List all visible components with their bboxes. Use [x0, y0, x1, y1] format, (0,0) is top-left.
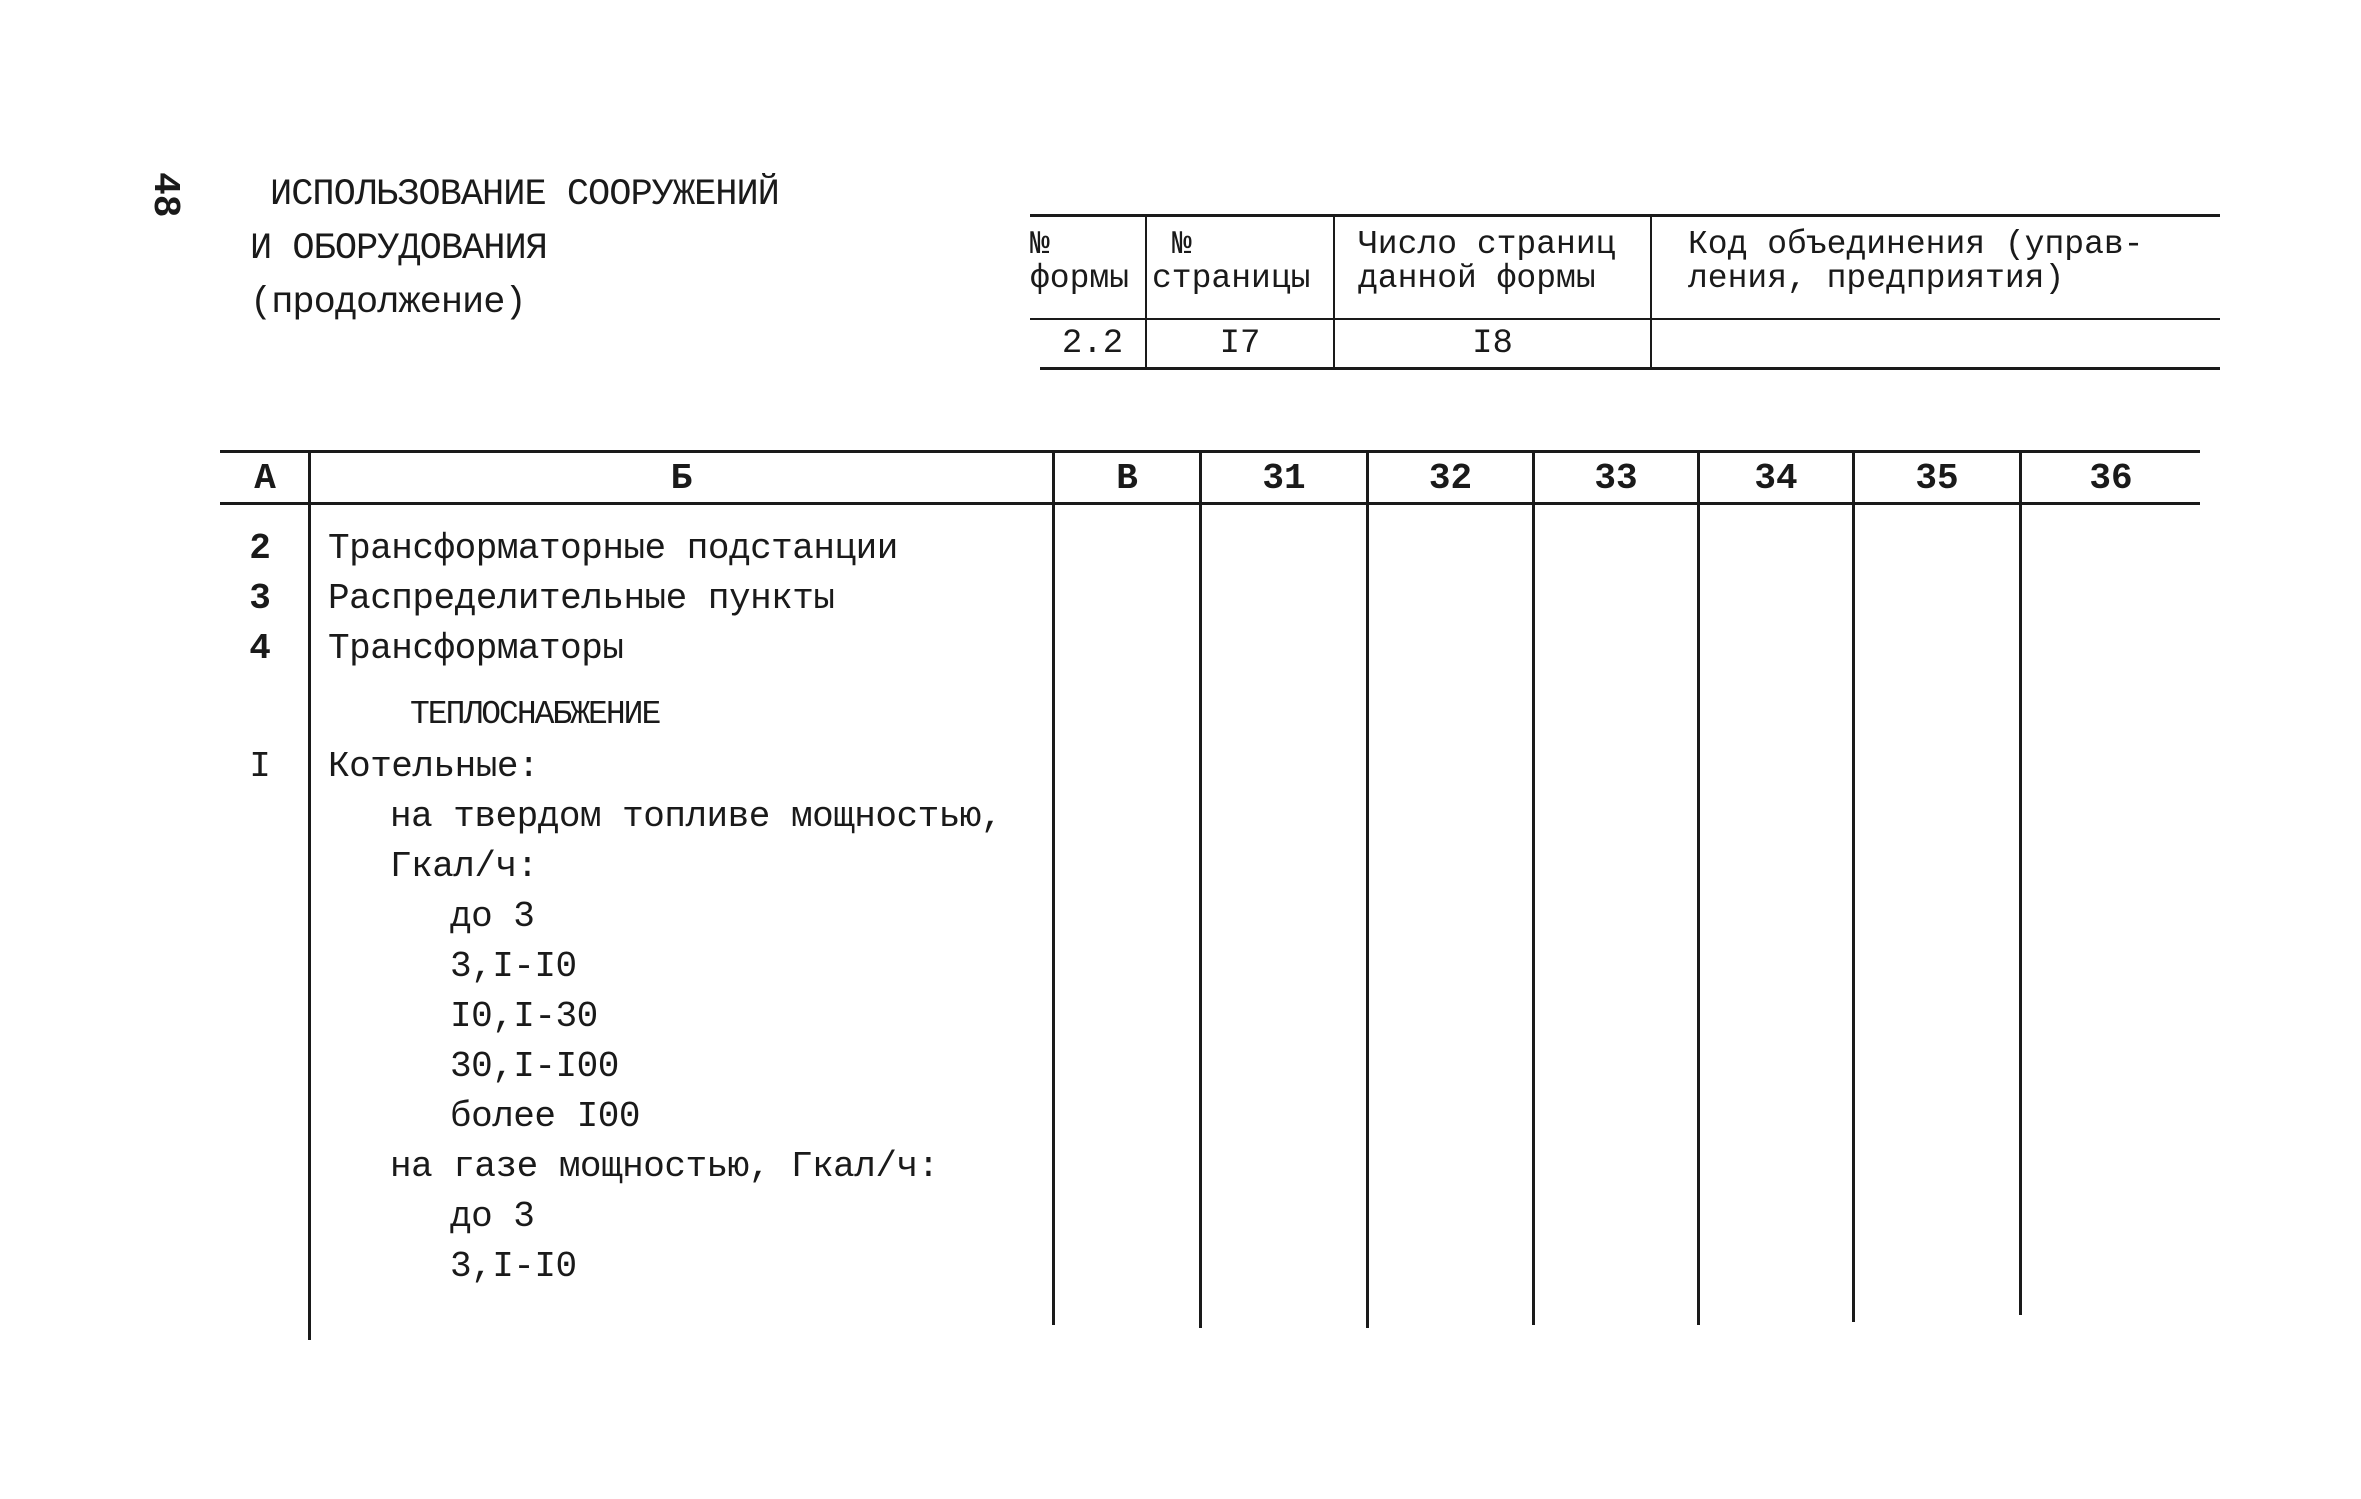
column-header-32: 32 [1428, 458, 1473, 499]
column-header-b: Б [670, 458, 693, 499]
row-label: Трансформаторы [328, 628, 624, 669]
column-header-31: 31 [1262, 458, 1306, 499]
table-top-rule [220, 450, 2200, 453]
org-code-label: Код объединения (управ- ления, предприятия) [1688, 226, 2144, 297]
page-number: 48 [143, 172, 186, 218]
row-label: до 3 [450, 896, 535, 937]
column-rule [1852, 450, 1855, 1322]
row-label: Распределительные пункты [328, 578, 835, 619]
row-number: 2 [249, 528, 271, 569]
row-label: 3,I-I0 [450, 1246, 577, 1287]
column-rule [1697, 450, 1700, 1325]
column-rule [1366, 450, 1369, 1328]
row-number: 3 [249, 578, 271, 619]
row-label: Гкал/ч: [390, 846, 538, 887]
row-label: 3,I-I0 [450, 946, 577, 987]
column-rule [1199, 450, 1202, 1328]
row-label: Трансформаторные подстанции [328, 528, 898, 569]
form-no-label: № формы [1030, 226, 1130, 297]
column-header-33: 33 [1594, 458, 1638, 499]
column-header-a: А [254, 458, 276, 499]
row-label: на газе мощностью, Гкал/ч: [390, 1146, 939, 1187]
column-rule [308, 450, 311, 1340]
row-number: 4 [249, 628, 271, 669]
pages-count-label: Число страниц данной формы [1358, 226, 1616, 297]
row-label: на твердом топливе мощностью, [390, 796, 1003, 837]
row-label: Котельные: [328, 746, 540, 787]
page-no-label: № страницы [1152, 226, 1311, 297]
column-header-35: 35 [1915, 458, 1959, 499]
document-title [250, 168, 779, 330]
page-no-value: I7 [1219, 325, 1261, 363]
header-divider [1650, 214, 1652, 369]
column-rule [1532, 450, 1535, 1325]
pages-count-value: I8 [1472, 325, 1513, 363]
title-line-1: ИСПОЛЬЗОВАНИЕ СООРУЖЕНИЙ [270, 174, 779, 216]
table-header-rule [220, 502, 2200, 505]
title-line-3: (продолжение) [250, 282, 526, 324]
row-label: I0,I-30 [450, 996, 598, 1037]
column-rule [2019, 450, 2022, 1315]
column-header-34: 34 [1754, 458, 1798, 499]
section-heading: ТЕПЛОСНАБЖЕНИЕ [410, 696, 660, 733]
header-top-rule [1030, 214, 2220, 217]
column-rule [1052, 450, 1055, 1325]
title-line-2: И ОБОРУДОВАНИЯ [250, 228, 547, 270]
column-header-v: В [1116, 458, 1138, 499]
row-label: более I00 [450, 1096, 640, 1137]
row-label: до 3 [450, 1196, 535, 1237]
form-no-value: 2.2 [1061, 325, 1124, 363]
header-bottom-rule [1040, 367, 2220, 370]
column-header-36: 36 [2089, 458, 2133, 499]
row-number: I [249, 746, 271, 787]
row-label: 30,I-I00 [450, 1046, 619, 1087]
header-mid-rule [1030, 318, 2220, 320]
